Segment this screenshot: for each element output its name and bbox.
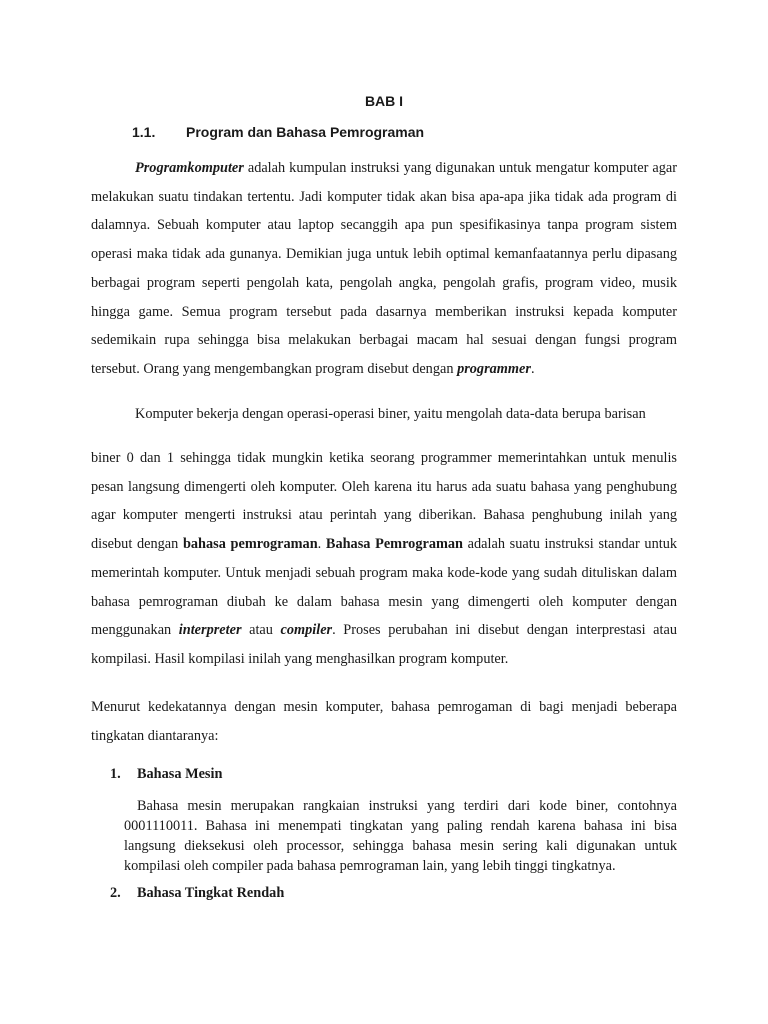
list-item-number: 2.	[110, 885, 121, 901]
paragraph-text: adalah suatu instruksi standar untuk memerintah komputer. Untuk menjadi sebuah program maka kode-kode yang sudah dituliskan dalam bahasa pemrograman diubah ke dalam bahasa mesin yang dimengerti oleh komputer dengan menggunakan	[91, 536, 677, 639]
term-bahasa-pemrograman: bahasa pemrograman	[182, 536, 318, 553]
paragraph-text: atau	[241, 622, 281, 639]
paragraph-program-definition	[91, 154, 677, 384]
list-item-title-bahasa-tingkat-rendah: Bahasa Tingkat Rendah	[137, 885, 285, 901]
term-programmer: programmer	[457, 360, 531, 377]
list-item-number: 1.	[110, 766, 121, 782]
paragraph-programming-language	[91, 444, 677, 674]
term-interpreter: interpreter	[178, 622, 242, 639]
term-bahasa-pemrograman-capitalized: Bahasa Pemrograman	[325, 536, 463, 553]
list-item-body-bahasa-mesin: Bahasa mesin merupakan rangkaian instruksi yang terdiri dari kode biner, contohnya 0001110011. Bahasa ini menempati tingkatan yang paling rendah karena bahasa ini bisa langsung dieksekusi oleh processor, sehingga bahasa mesin sering kali digunakan untuk kompilasi oleh compiler pada bahasa pemrograman lain, yang lebih tinggi tingkatnya.	[124, 798, 677, 874]
paragraph-text: biner 0 dan 1 sehingga tidak mungkin ketika seorang programmer memerintahkan untuk menulis pesan langsung dimengerti oleh komputer. Oleh karena itu harus ada suatu bahasa yang penghubung agar komputer mengerti instruksi atau perintah yang diberikan. Bahasa penghubung inilah yang disebut dengan	[91, 450, 677, 553]
section-title: Program dan Bahasa Pemrograman	[186, 124, 425, 140]
paragraph-levels-intro: Menurut kedekatannya dengan mesin komputer, bahasa pemrogaman di bagi menjadi beberapa tingkatan diantaranya:	[91, 699, 677, 744]
term-compiler: compiler	[280, 622, 333, 639]
chapter-title: BAB I	[364, 93, 404, 109]
paragraph-end: .	[530, 360, 535, 377]
paragraph-text: . Proses perubahan ini disebut dengan interprestasi atau kompilasi. Hasil kompilasi inilah yang menghasilkan program komputer.	[91, 622, 677, 667]
list-item-title-bahasa-mesin: Bahasa Mesin	[137, 766, 223, 782]
paragraph-text: adalah kumpulan instruksi yang digunakan untuk mengatur komputer agar melakukan suatu tindakan tertentu. Jadi komputer tidak akan bisa apa-apa jika tidak ada program di dalamnya. Sebuah komputer atau laptop secanggih apa pun spesifikasinya tanpa program sistem operasi maka tidak ada gunanya. Demikian juga untuk lebih optimal kemanfaatannya perlu dipasang berbagai program seperti pengolah kata, pengolah angka, pengolah grafis, program video, musik hingga game. Semua program tersebut pada dasarnya memberikan instruksi kepada komputer sedemikain rupa sehingga bisa melakukan berbagai macam hal sesuai dengan fungsi program tersebut. Orang yang mengembangkan program disebut dengan	[91, 160, 677, 377]
paragraph-binary-first-line: Komputer bekerja dengan operasi-operasi biner, yaitu mengolah data-data berupa barisan	[135, 406, 646, 422]
term-programkomputer: Programkomputer	[135, 160, 244, 176]
section-number: 1.1.	[132, 124, 156, 140]
paragraph-text: .	[317, 536, 326, 553]
